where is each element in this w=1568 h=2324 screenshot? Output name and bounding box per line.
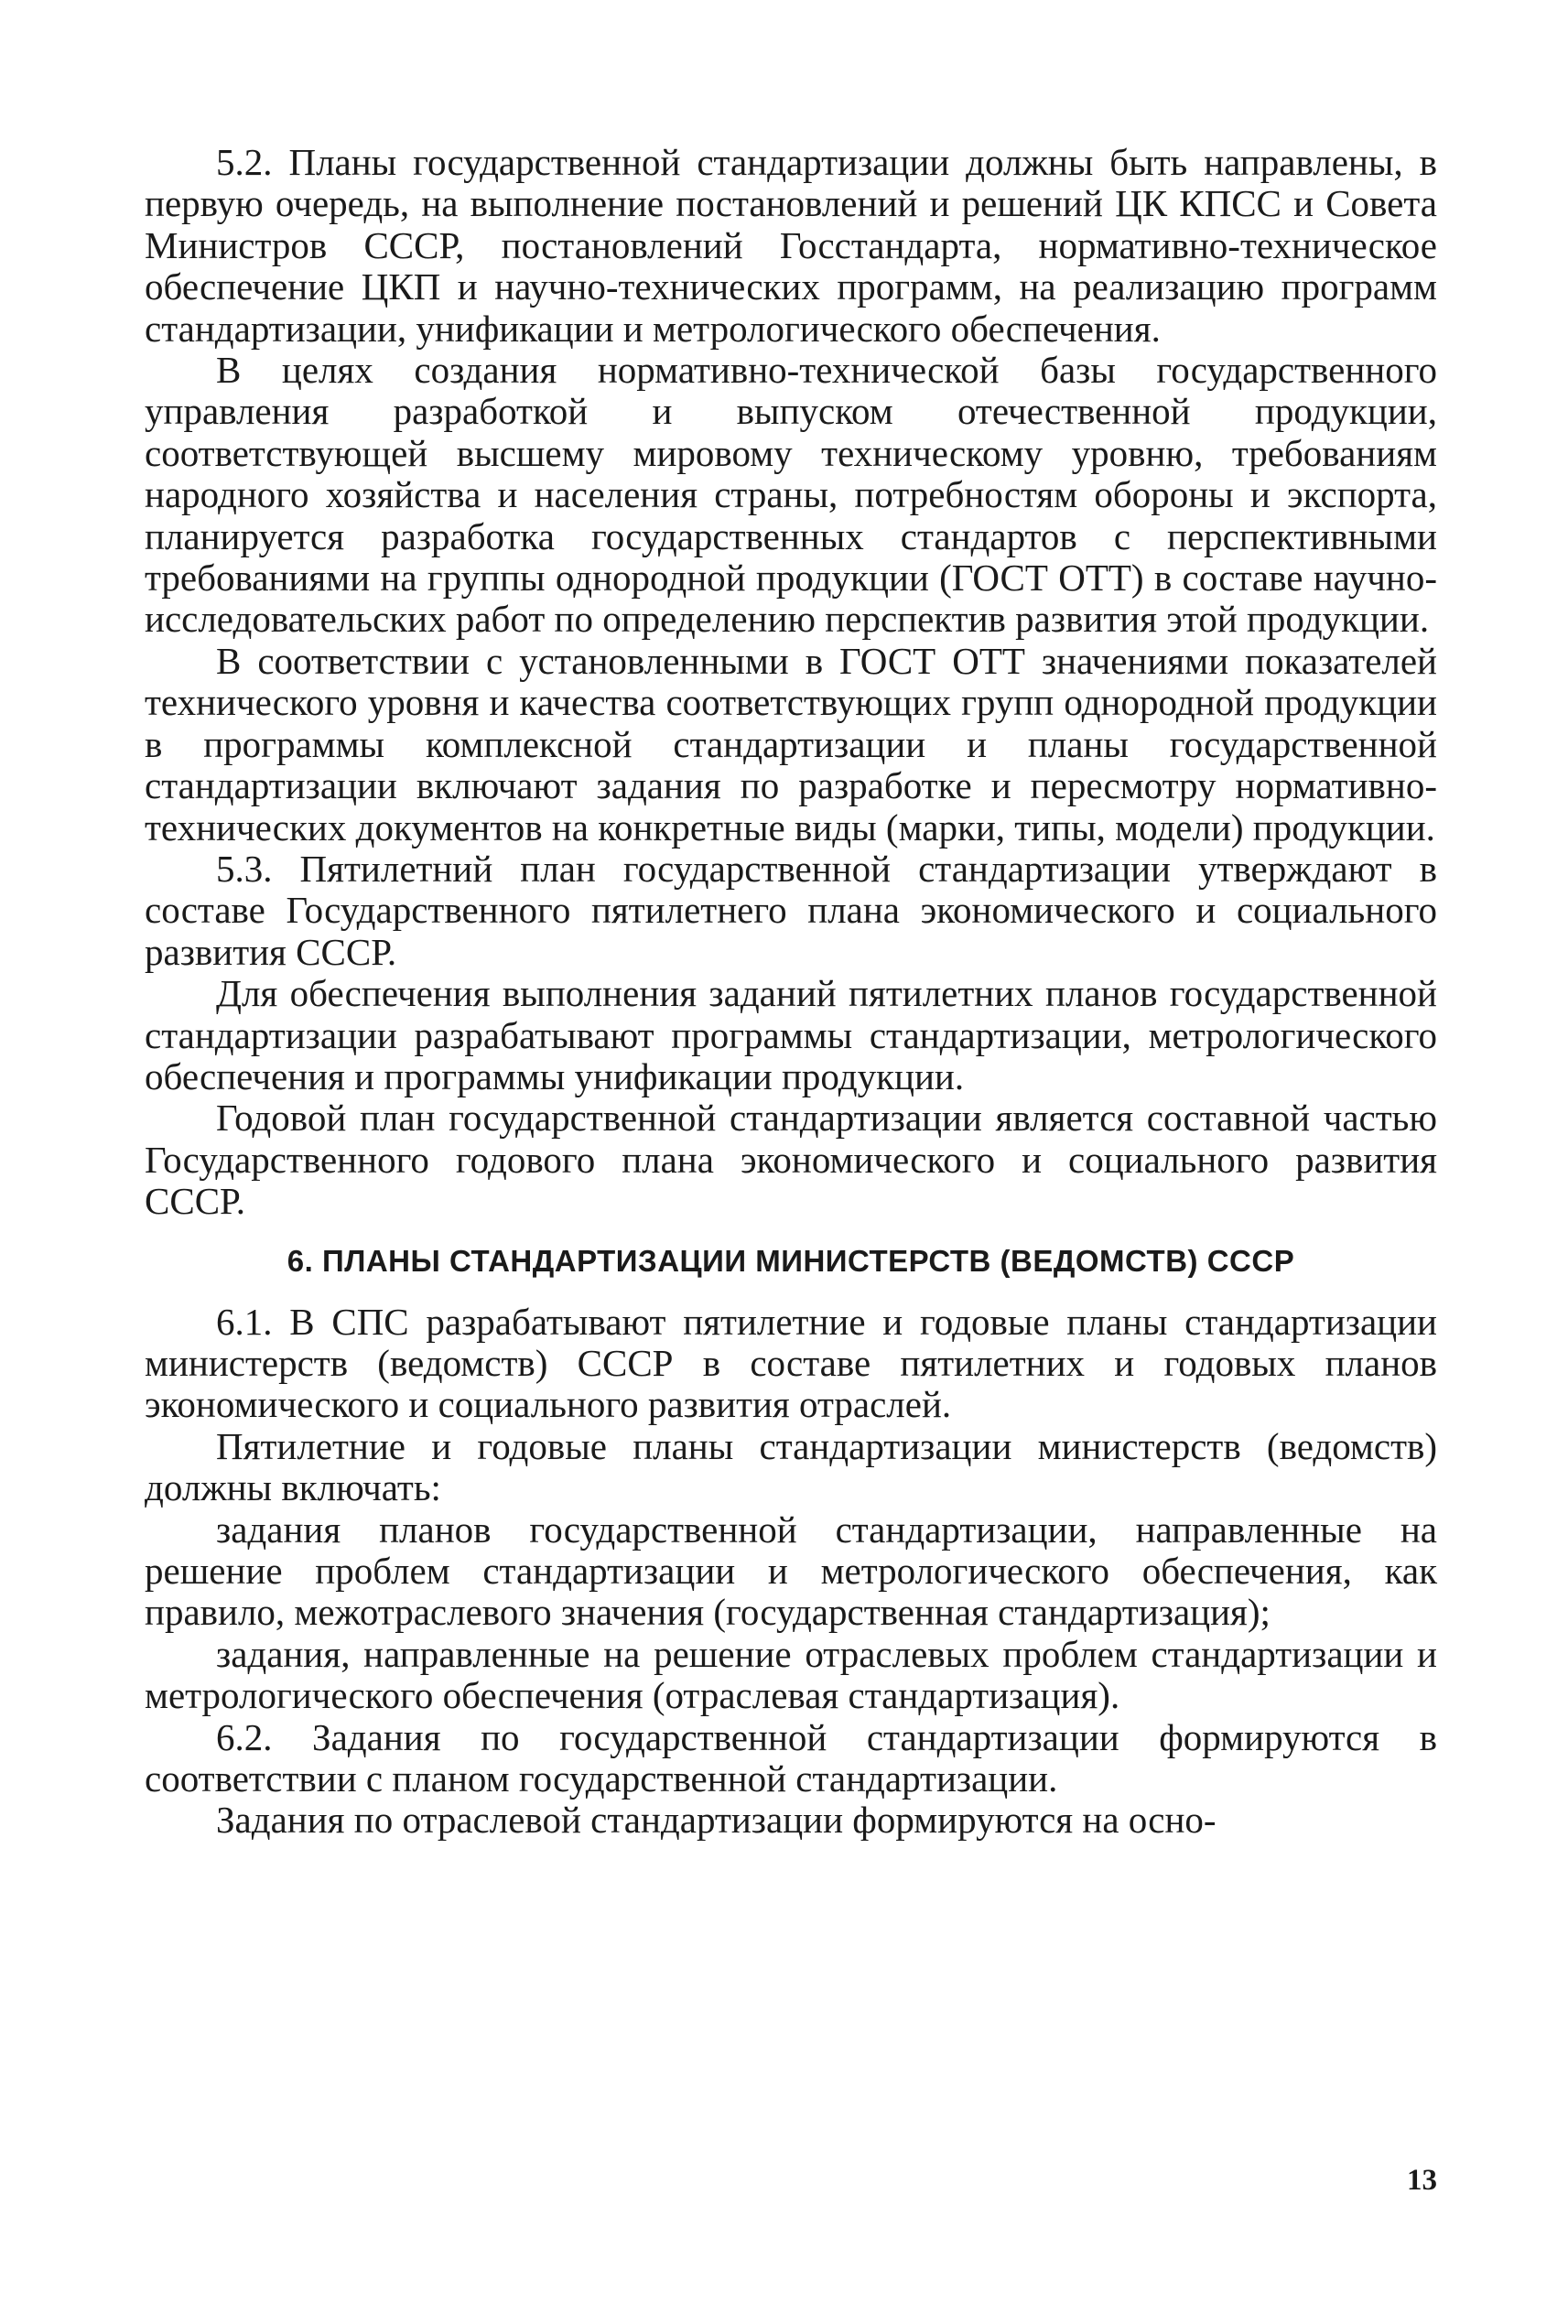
paragraph-6-2: 6.2. Задания по государственной стандартизации формируются в соответствии с планом государственной стандартизации. [145, 1715, 1437, 1800]
paragraph-five-year-programs: Для обеспечения выполнения заданий пятилетних планов государственной стандартизации разрабатывают программы стандартизации, метрологического обеспечения и программы унификации продукции. [145, 972, 1437, 1097]
paragraph-gost-ott-goals: В целях создания нормативно-технической базы государственного управления разработкой и выпуском отечественной продукции, соответствующей высшему мировому техническому уровню, требованиям народного хозяйства и населения страны, потребностям обороны и экспорта, планируется разработка государственных стандартов с перспективными требованиями на группы однородной продукции (ГОСТ ОТТ) в составе научно-исследовательских работ по определению перспектив развития этой продукции. [145, 349, 1437, 641]
body-text [145, 142, 1437, 1842]
paragraph-5-2: 5.2. Планы государственной стандартизации должны быть направлены, в первую очередь, на выполнение постановлений и решений ЦК КПСС и Совета Министров СССР, постановлений Госстандарта, нормативно-техническое обеспечение ЦКП и научно-технических программ, на реализацию программ стандартизации, унификации и метрологического обеспечения. [145, 141, 1437, 350]
page-number: 13 [1407, 2164, 1437, 2197]
list-item-state-standardization: задания планов государственной стандартизации, направленные на решение проблем стандартизации и метрологического обеспечения, как правило, межотраслевого значения (государственная стандартизация); [145, 1508, 1437, 1634]
section-heading-6: 6. ПЛАНЫ СТАНДАРТИЗАЦИИ МИНИСТЕРСТВ (ВЕДОМСТВ) СССР [287, 1243, 1295, 1278]
paragraph-6-1: 6.1. В СПС разрабатывают пятилетние и годовые планы стандартизации министерств (ведомств) СССР в составе пятилетних и годовых планов экономического и социального развития отраслей. [145, 1300, 1437, 1426]
paragraph-plans-include: Пятилетние и годовые планы стандартизации министерств (ведомств) должны включать: [145, 1424, 1437, 1509]
paragraph-branch-tasks: Задания по отраслевой стандартизации формируются на осно- [216, 1799, 1217, 1842]
list-item-branch-standardization: задания, направленные на решение отраслевых проблем стандартизации и метрологического обеспечения (отраслевая стандартизация). [145, 1632, 1437, 1717]
paragraph-annual-plan: Годовой план государственной стандартизации является составной частью Государственного годового плана экономического и социального развития СССР. [145, 1097, 1437, 1223]
paragraph-gost-ott-indicators: В соответствии с установленными в ГОСТ ОТТ значениями показателей технического уровня и качества соответствующих групп однородной продукции в программы комплексной стандартизации и планы государственной стандартизации включают задания по разработке и пересмотру нормативно-технических документов на конкретные виды (марки, типы, модели) продукции. [145, 639, 1437, 849]
paragraph-5-3: 5.3. Пятилетний план государственной стандартизации утверждают в составе Государственного пятилетнего плана экономического и социального развития СССР. [145, 847, 1437, 973]
